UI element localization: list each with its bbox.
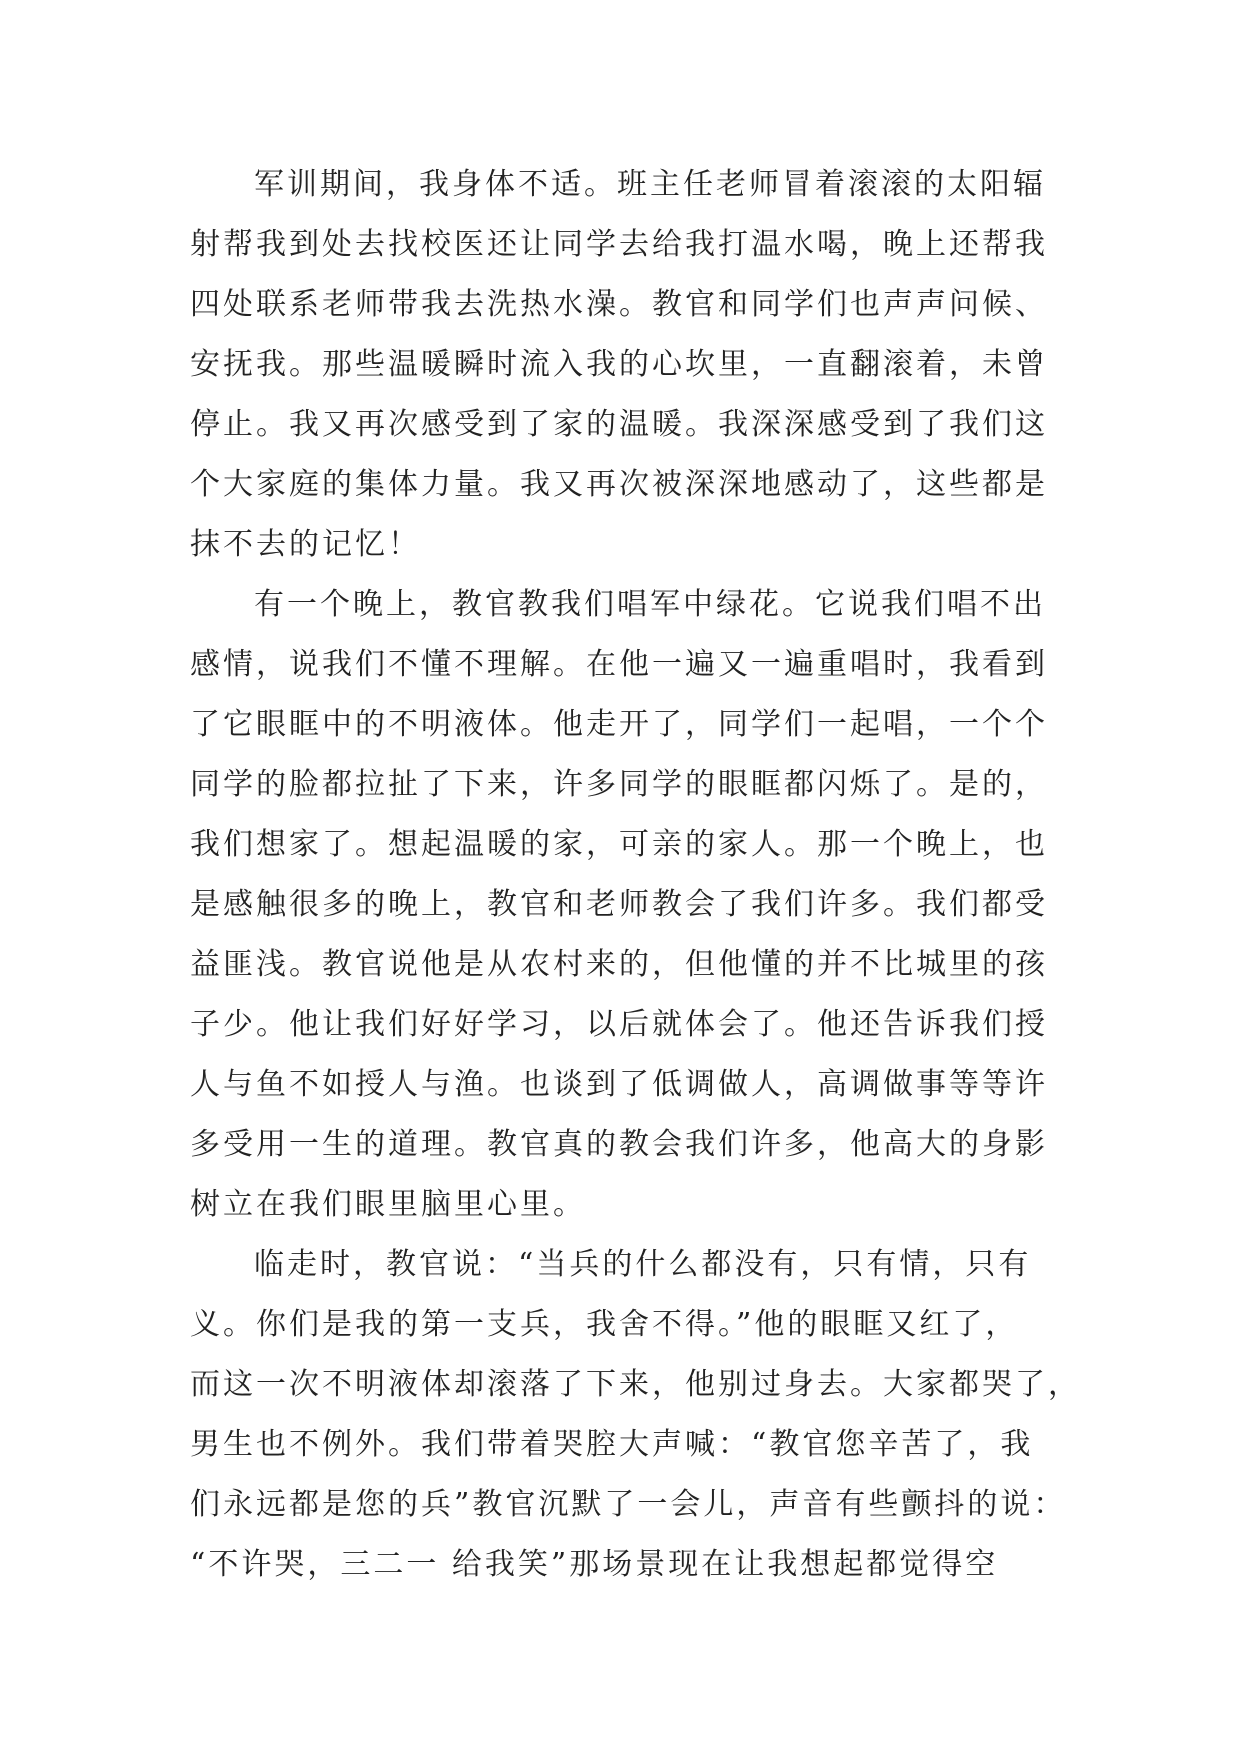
text-line: 我们想家了。想起温暖的家，可亲的家人。那一个晚上，也 xyxy=(190,827,1048,862)
text-line: 而这一次不明液体却滚落了下来，他别过身去。大家都哭了， xyxy=(190,1367,1081,1402)
paragraph-1 xyxy=(190,155,1070,575)
text-line: 同学的脸都拉扯了下来，许多同学的眼眶都闪烁了。是的， xyxy=(190,767,1048,802)
paragraph-3 xyxy=(190,1235,1081,1595)
text-line: 义。你们是我的第一支兵，我舍不得。”他的眼眶又红了， xyxy=(190,1307,1019,1342)
text-line: 男生也不例外。我们带着哭腔大声喊：“教官您辛苦了，我 xyxy=(190,1427,1034,1462)
text-line: 安抚我。那些温暖瞬时流入我的心坎里，一直翻滚着，未曾 xyxy=(190,347,1048,382)
paragraph-2 xyxy=(190,575,1070,1235)
text-line: 多受用一生的道理。教官真的教会我们许多，他高大的身影 xyxy=(190,1127,1048,1162)
text-line: 个大家庭的集体力量。我又再次被深深地感动了，这些都是 xyxy=(190,467,1048,502)
text-line: 人与鱼不如授人与渔。也谈到了低调做人，高调做事等等许 xyxy=(190,1067,1048,1102)
text-line: 树立在我们眼里脑里心里。 xyxy=(190,1187,586,1222)
document-body xyxy=(190,155,1081,1595)
text-line: 是感触很多的晚上，教官和老师教会了我们许多。我们都受 xyxy=(190,887,1048,922)
text-line: 感情，说我们不懂不理解。在他一遍又一遍重唱时，我看到 xyxy=(190,647,1048,682)
text-line: 抹不去的记忆！ xyxy=(190,527,421,562)
text-line: 子少。他让我们好好学习，以后就体会了。他还告诉我们授 xyxy=(190,1007,1048,1042)
text-line: 四处联系老师带我去洗热水澡。教官和同学们也声声问候、 xyxy=(190,287,1048,322)
text-line: “不许哭，三二一 给我笑”那场景现在让我想起都觉得空 xyxy=(190,1547,999,1582)
text-line: 们永远都是您的兵”教官沉默了一会儿，声音有些颤抖的说： xyxy=(190,1487,1067,1522)
text-line: 了它眼眶中的不明液体。他走开了，同学们一起唱，一个个 xyxy=(190,707,1048,742)
text-line: 停止。我又再次感受到了家的温暖。我深深感受到了我们这 xyxy=(190,407,1048,442)
text-line: 有一个晚上，教官教我们唱军中绿花。它说我们唱不出 xyxy=(254,587,1046,622)
text-line: 益匪浅。教官说他是从农村来的，但他懂的并不比城里的孩 xyxy=(190,947,1048,982)
text-line: 临走时，教官说：“当兵的什么都没有，只有情，只有 xyxy=(254,1247,1032,1282)
text-line: 军训期间，我身体不适。班主任老师冒着滚滚的太阳辐 xyxy=(254,167,1046,202)
text-line: 射帮我到处去找校医还让同学去给我打温水喝，晚上还帮我 xyxy=(190,227,1048,262)
